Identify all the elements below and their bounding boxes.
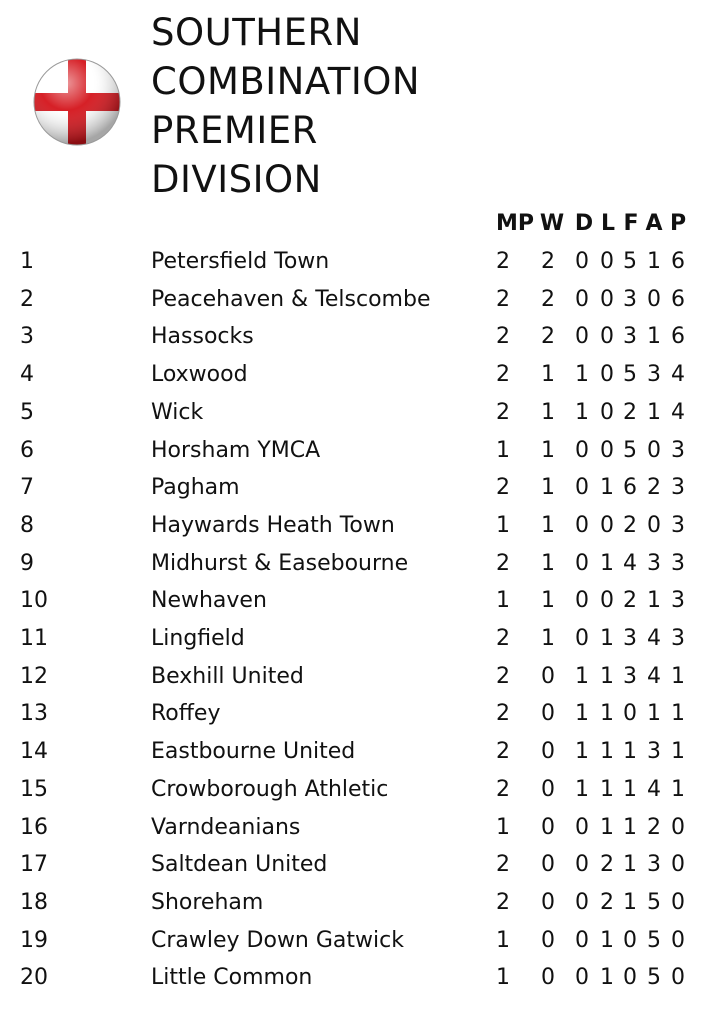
d-cell: 0 [575, 588, 589, 614]
mp-cell: 2 [496, 286, 510, 312]
l-cell: 1 [600, 663, 614, 689]
w-cell: 0 [541, 663, 555, 689]
p-cell: 6 [671, 324, 685, 350]
w-cell: 1 [541, 399, 555, 425]
a-cell: 3 [647, 362, 661, 388]
header-p: P [669, 211, 687, 236]
w-cell: 2 [541, 286, 555, 312]
team-name-cell: Lingfield [151, 626, 245, 651]
w-cell: 2 [541, 249, 555, 274]
table-row [0, 287, 708, 325]
team-name-cell: Newhaven [151, 588, 267, 614]
a-cell: 0 [647, 286, 661, 312]
a-cell: 1 [647, 249, 661, 274]
table-row [0, 928, 708, 966]
position-cell: 4 [20, 362, 34, 388]
table-row [0, 588, 708, 626]
d-cell: 0 [575, 814, 589, 840]
table-row [0, 739, 708, 777]
w-cell: 0 [541, 852, 555, 878]
f-cell: 3 [623, 663, 637, 689]
table-row [0, 701, 708, 739]
p-cell: 4 [671, 399, 685, 425]
l-cell: 1 [600, 965, 614, 991]
table-row [0, 400, 708, 438]
w-cell: 0 [541, 814, 555, 840]
a-cell: 5 [647, 889, 661, 915]
w-cell: 0 [541, 965, 555, 991]
table-row [0, 626, 708, 664]
position-cell: 12 [20, 663, 48, 689]
mp-cell: 2 [496, 776, 510, 802]
d-cell: 0 [575, 965, 589, 991]
w-cell: 2 [541, 324, 555, 350]
mp-cell: 2 [496, 399, 510, 425]
p-cell: 6 [671, 249, 685, 274]
team-name-cell: Shoreham [151, 889, 264, 915]
page-title [151, 8, 420, 204]
title-line: PREMIER [151, 109, 318, 152]
p-cell: 3 [671, 626, 685, 651]
f-cell: 1 [623, 739, 637, 765]
f-cell: 1 [623, 889, 637, 915]
l-cell: 1 [600, 626, 614, 651]
d-cell: 1 [575, 701, 589, 727]
p-cell: 3 [671, 588, 685, 614]
f-cell: 2 [623, 588, 637, 614]
p-cell: 1 [671, 701, 685, 727]
table-row [0, 664, 708, 702]
l-cell: 0 [600, 399, 614, 425]
team-name-cell: Petersfield Town [151, 249, 330, 274]
w-cell: 1 [541, 626, 555, 651]
w-cell: 1 [541, 588, 555, 614]
w-cell: 0 [541, 927, 555, 953]
w-cell: 1 [541, 512, 555, 538]
l-cell: 1 [600, 776, 614, 802]
d-cell: 0 [575, 550, 589, 576]
p-cell: 3 [671, 512, 685, 538]
l-cell: 1 [600, 927, 614, 953]
d-cell: 0 [575, 512, 589, 538]
d-cell: 0 [575, 852, 589, 878]
d-cell: 0 [575, 475, 589, 501]
position-cell: 13 [20, 701, 48, 727]
p-cell: 4 [671, 362, 685, 388]
w-cell: 1 [541, 437, 555, 463]
team-name-cell: Roffey [151, 701, 221, 727]
d-cell: 1 [575, 776, 589, 802]
position-cell: 18 [20, 889, 48, 915]
table-row [0, 777, 708, 815]
l-cell: 2 [600, 889, 614, 915]
mp-cell: 2 [496, 362, 510, 388]
l-cell: 0 [600, 249, 614, 274]
w-cell: 0 [541, 776, 555, 802]
team-name-cell: Little Common [151, 965, 313, 991]
position-cell: 7 [20, 475, 34, 501]
table-row [0, 475, 708, 513]
team-name-cell: Crawley Down Gatwick [151, 927, 404, 953]
team-name-cell: Peacehaven & Telscombe [151, 286, 431, 312]
p-cell: 0 [671, 927, 685, 953]
table-row [0, 965, 708, 1003]
l-cell: 0 [600, 588, 614, 614]
f-cell: 1 [623, 814, 637, 840]
w-cell: 0 [541, 739, 555, 765]
team-name-cell: Crowborough Athletic [151, 776, 389, 802]
f-cell: 2 [623, 512, 637, 538]
title-line: DIVISION [151, 158, 322, 201]
l-cell: 0 [600, 437, 614, 463]
a-cell: 2 [647, 475, 661, 501]
d-cell: 0 [575, 437, 589, 463]
mp-cell: 1 [496, 437, 510, 463]
mp-cell: 2 [496, 701, 510, 727]
team-name-cell: Midhurst & Easebourne [151, 550, 409, 576]
team-name-cell: Wick [151, 399, 204, 425]
position-cell: 16 [20, 814, 48, 840]
f-cell: 5 [623, 249, 637, 274]
d-cell: 1 [575, 663, 589, 689]
p-cell: 0 [671, 814, 685, 840]
table-row [0, 362, 708, 400]
mp-cell: 2 [496, 626, 510, 651]
a-cell: 4 [647, 626, 661, 651]
f-cell: 6 [623, 475, 637, 501]
a-cell: 0 [647, 437, 661, 463]
l-cell: 0 [600, 324, 614, 350]
mp-cell: 2 [496, 475, 510, 501]
l-cell: 1 [600, 701, 614, 727]
f-cell: 1 [623, 776, 637, 802]
title-line: SOUTHERN [151, 11, 362, 54]
a-cell: 1 [647, 701, 661, 727]
p-cell: 3 [671, 475, 685, 501]
header-a: A [645, 211, 663, 236]
a-cell: 3 [647, 739, 661, 765]
position-cell: 1 [20, 249, 34, 274]
position-cell: 9 [20, 550, 34, 576]
table-row [0, 551, 708, 589]
a-cell: 3 [647, 852, 661, 878]
a-cell: 0 [647, 512, 661, 538]
d-cell: 0 [575, 324, 589, 350]
l-cell: 1 [600, 550, 614, 576]
team-name-cell: Loxwood [151, 362, 248, 388]
f-cell: 4 [623, 550, 637, 576]
position-cell: 15 [20, 776, 48, 802]
w-cell: 1 [541, 550, 555, 576]
f-cell: 0 [623, 927, 637, 953]
table-row [0, 890, 708, 928]
l-cell: 1 [600, 739, 614, 765]
position-cell: 11 [20, 626, 48, 651]
a-cell: 5 [647, 965, 661, 991]
position-cell: 6 [20, 437, 34, 463]
w-cell: 1 [541, 475, 555, 501]
position-cell: 20 [20, 965, 48, 991]
header-l: L [600, 211, 616, 236]
mp-cell: 1 [496, 965, 510, 991]
mp-cell: 1 [496, 927, 510, 953]
table-row [0, 815, 708, 853]
w-cell: 0 [541, 701, 555, 727]
mp-cell: 1 [496, 588, 510, 614]
l-cell: 0 [600, 286, 614, 312]
a-cell: 4 [647, 663, 661, 689]
a-cell: 2 [647, 814, 661, 840]
mp-cell: 2 [496, 324, 510, 350]
a-cell: 5 [647, 927, 661, 953]
f-cell: 3 [623, 626, 637, 651]
l-cell: 0 [600, 362, 614, 388]
p-cell: 1 [671, 739, 685, 765]
p-cell: 6 [671, 286, 685, 312]
mp-cell: 2 [496, 889, 510, 915]
f-cell: 2 [623, 399, 637, 425]
d-cell: 1 [575, 362, 589, 388]
table-row [0, 438, 708, 476]
p-cell: 0 [671, 889, 685, 915]
d-cell: 1 [575, 399, 589, 425]
mp-cell: 1 [496, 512, 510, 538]
table-row [0, 249, 708, 287]
position-cell: 3 [20, 324, 34, 350]
position-cell: 17 [20, 852, 48, 878]
a-cell: 1 [647, 588, 661, 614]
mp-cell: 1 [496, 814, 510, 840]
a-cell: 1 [647, 324, 661, 350]
team-name-cell: Eastbourne United [151, 739, 356, 765]
l-cell: 1 [600, 475, 614, 501]
d-cell: 0 [575, 927, 589, 953]
a-cell: 3 [647, 550, 661, 576]
team-name-cell: Horsham YMCA [151, 437, 321, 463]
f-cell: 5 [623, 437, 637, 463]
team-name-cell: Saltdean United [151, 852, 328, 878]
l-cell: 0 [600, 512, 614, 538]
a-cell: 4 [647, 776, 661, 802]
d-cell: 1 [575, 739, 589, 765]
position-cell: 5 [20, 399, 34, 425]
l-cell: 2 [600, 852, 614, 878]
position-cell: 19 [20, 927, 48, 953]
f-cell: 0 [623, 965, 637, 991]
mp-cell: 2 [496, 663, 510, 689]
d-cell: 0 [575, 286, 589, 312]
l-cell: 1 [600, 814, 614, 840]
f-cell: 0 [623, 701, 637, 727]
team-name-cell: Varndeanians [151, 814, 301, 840]
p-cell: 0 [671, 852, 685, 878]
p-cell: 3 [671, 550, 685, 576]
f-cell: 1 [623, 852, 637, 878]
position-cell: 14 [20, 739, 48, 765]
f-cell: 3 [623, 286, 637, 312]
position-cell: 8 [20, 512, 34, 538]
position-cell: 2 [20, 286, 34, 312]
p-cell: 0 [671, 965, 685, 991]
d-cell: 0 [575, 626, 589, 651]
f-cell: 5 [623, 362, 637, 388]
england-flag-icon [33, 58, 121, 146]
table-row [0, 324, 708, 362]
table-row [0, 513, 708, 551]
d-cell: 0 [575, 249, 589, 274]
header-f: F [623, 211, 639, 236]
header-d: D [574, 211, 594, 236]
mp-cell: 2 [496, 249, 510, 274]
mp-cell: 2 [496, 550, 510, 576]
team-name-cell: Pagham [151, 475, 240, 501]
a-cell: 1 [647, 399, 661, 425]
p-cell: 1 [671, 776, 685, 802]
mp-cell: 2 [496, 739, 510, 765]
header-mp: MP [495, 211, 535, 236]
w-cell: 0 [541, 889, 555, 915]
team-name-cell: Hassocks [151, 324, 254, 350]
header-w: W [539, 211, 565, 236]
team-name-cell: Bexhill United [151, 663, 304, 689]
mp-cell: 2 [496, 852, 510, 878]
f-cell: 3 [623, 324, 637, 350]
w-cell: 1 [541, 362, 555, 388]
table-row [0, 852, 708, 890]
team-name-cell: Haywards Heath Town [151, 512, 395, 538]
p-cell: 1 [671, 663, 685, 689]
title-line: COMBINATION [151, 60, 421, 103]
d-cell: 0 [575, 889, 589, 915]
p-cell: 3 [671, 437, 685, 463]
position-cell: 10 [20, 588, 48, 614]
